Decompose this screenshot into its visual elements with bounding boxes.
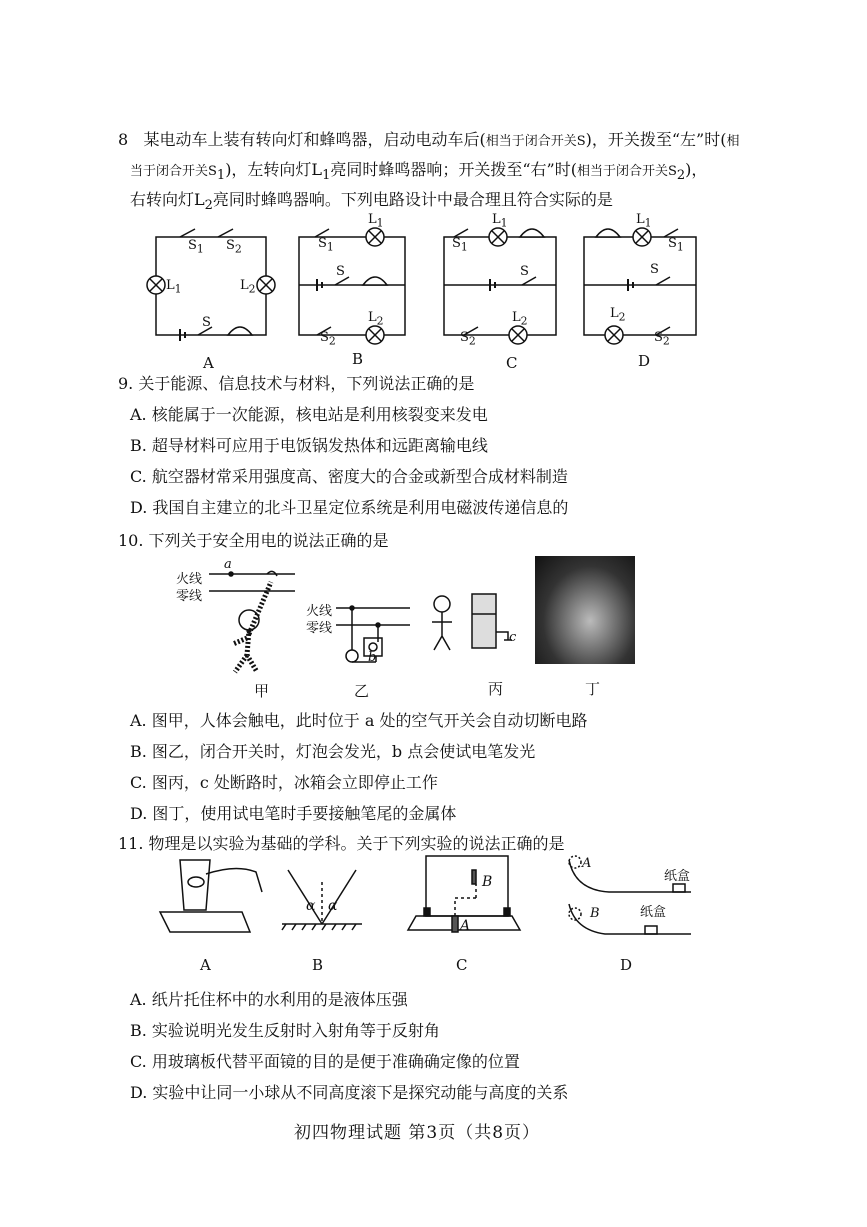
- q11-option-d: D. 实验中让同一小球从不同高度滚下是探究动能与高度的关系: [130, 1083, 569, 1102]
- fig-11b-alpha-left: α: [306, 898, 316, 914]
- q11-option-c: C. 用玻璃板代替平面镜的目的是便于准确确定像的位置: [130, 1052, 520, 1071]
- label-s1-b: $S_1$: [318, 236, 334, 254]
- caption-8b: B: [352, 350, 364, 368]
- fig-11d-b-label: B: [590, 906, 600, 921]
- label-l1-d: $L_1$: [636, 212, 652, 230]
- fig-bing-c-label: c: [509, 630, 517, 645]
- q9-option-d: D. 我国自主建立的北斗卫星定位系统是利用电磁波传递信息的: [130, 498, 569, 517]
- q8-number: 8: [118, 130, 129, 149]
- fig-yi-b-label: b: [368, 650, 377, 665]
- label-s1-d: $S_1$: [668, 236, 684, 254]
- q9-option-a: A. 核能属于一次能源，核电站是利用核裂变来发电: [130, 405, 488, 424]
- circuit-b: [299, 228, 405, 344]
- caption-11c: C: [456, 956, 468, 974]
- q9-stem: 9. 关于能源、信息技术与材料，下列说法正确的是: [118, 374, 475, 393]
- fig-11d-box-2: 纸盒: [640, 905, 667, 920]
- caption-11b: B: [312, 956, 324, 974]
- caption-8c: C: [506, 354, 518, 372]
- figure-jia: [175, 560, 305, 680]
- caption-10-jia: 甲: [254, 682, 270, 700]
- caption-10-ding: 丁: [585, 680, 601, 698]
- label-s-d: S: [650, 262, 659, 277]
- figure-11a: [150, 852, 270, 942]
- label-l2-c: $L_2$: [512, 310, 528, 328]
- fig-jia-a-label: a: [224, 557, 232, 572]
- q8-line-3: 右转向灯$L_2$亮同时蜂鸣器响。下列电路设计中最合理且符合实际的是: [130, 190, 613, 214]
- q11-stem: 11. 物理是以实验为基础的学科。关于下列实验的说法正确的是: [118, 834, 565, 853]
- figure-yi: [306, 594, 426, 674]
- fig-yi-neutral-label: 零线: [306, 621, 333, 636]
- q10-stem: 10. 下列关于安全用电的说法正确的是: [118, 531, 389, 550]
- fig-11d-a-label: A: [582, 856, 592, 871]
- label-l2-a: $L_2$: [240, 278, 256, 296]
- q10-option-c: C. 图丙，c 处断路时，冰箱会立即停止工作: [130, 773, 438, 792]
- q10-option-d: D. 图丁，使用试电笔时手要接触笔尾的金属体: [130, 804, 457, 823]
- caption-10-bing: 丙: [488, 680, 504, 698]
- q8-line-1: 8 某电动车上装有转向灯和蜂鸣器，启动电动车后(相当于闭合开关S)，开关拨至“左”时(相: [118, 130, 740, 149]
- q10-option-b: B. 图乙，闭合开关时，灯泡会发光，b 点会使试电笔发光: [130, 742, 536, 761]
- fig-jia-neutral-label: 零线: [176, 589, 203, 604]
- label-s-a: S: [202, 315, 211, 330]
- label-s-b: S: [336, 264, 345, 279]
- fig-11c-b-label: B: [482, 874, 493, 890]
- q9-option-c: C. 航空器材常采用强度高、密度大的合金或新型合成材料制造: [130, 467, 568, 486]
- figure-bing: [428, 592, 528, 662]
- caption-11a: A: [200, 956, 211, 974]
- fig-11d-box-1: 纸盒: [664, 869, 691, 884]
- fig-11c-a-label: A: [460, 918, 471, 934]
- figure-ding-photo: [535, 556, 635, 664]
- label-s-c: S: [520, 264, 529, 279]
- label-s2-c: $S_2$: [460, 330, 476, 348]
- q8-line-2: 当于闭合开关$S_1$)，左转向灯$L_1$亮同时蜂鸣器响；开关拨至“右”时(相当于闭合开关$S_2$)，: [130, 160, 708, 184]
- q10-option-a: A. 图甲，人体会触电，此时位于 a 处的空气开关会自动切断电路: [130, 711, 588, 730]
- caption-11d: D: [620, 956, 633, 974]
- q9-option-b: B. 超导材料可应用于电饭锅发热体和远距离输电线: [130, 436, 488, 455]
- caption-8d: D: [638, 352, 651, 370]
- caption-8a: A: [203, 354, 214, 372]
- label-s2-b: $S_2$: [320, 330, 336, 348]
- caption-10-yi: 乙: [354, 682, 370, 700]
- label-l1-b: $L_1$: [368, 212, 384, 230]
- figure-11b: [276, 862, 366, 934]
- label-s2-d: $S_2$: [654, 330, 670, 348]
- label-l1-a: $L_1$: [166, 278, 182, 296]
- label-l1-c: $L_1$: [492, 212, 508, 230]
- fig-11b-alpha-right: α: [328, 898, 338, 914]
- label-l2-b: $L_2$: [368, 310, 384, 328]
- fig-jia-fire-label: 火线: [176, 572, 203, 587]
- fig-yi-fire-label: 火线: [306, 604, 333, 619]
- q11-option-a: A. 纸片托住杯中的水利用的是液体压强: [130, 990, 408, 1009]
- page-footer: 初四物理试题 第3页（共8页）: [294, 1123, 541, 1143]
- label-s1-c: $S_1$: [452, 236, 468, 254]
- label-s1-a: $S_1$: [188, 238, 204, 256]
- label-l2-d: $L_2$: [610, 306, 626, 324]
- label-s2-a: $S_2$: [226, 238, 242, 256]
- q11-option-b: B. 实验说明光发生反射时入射角等于反射角: [130, 1021, 440, 1040]
